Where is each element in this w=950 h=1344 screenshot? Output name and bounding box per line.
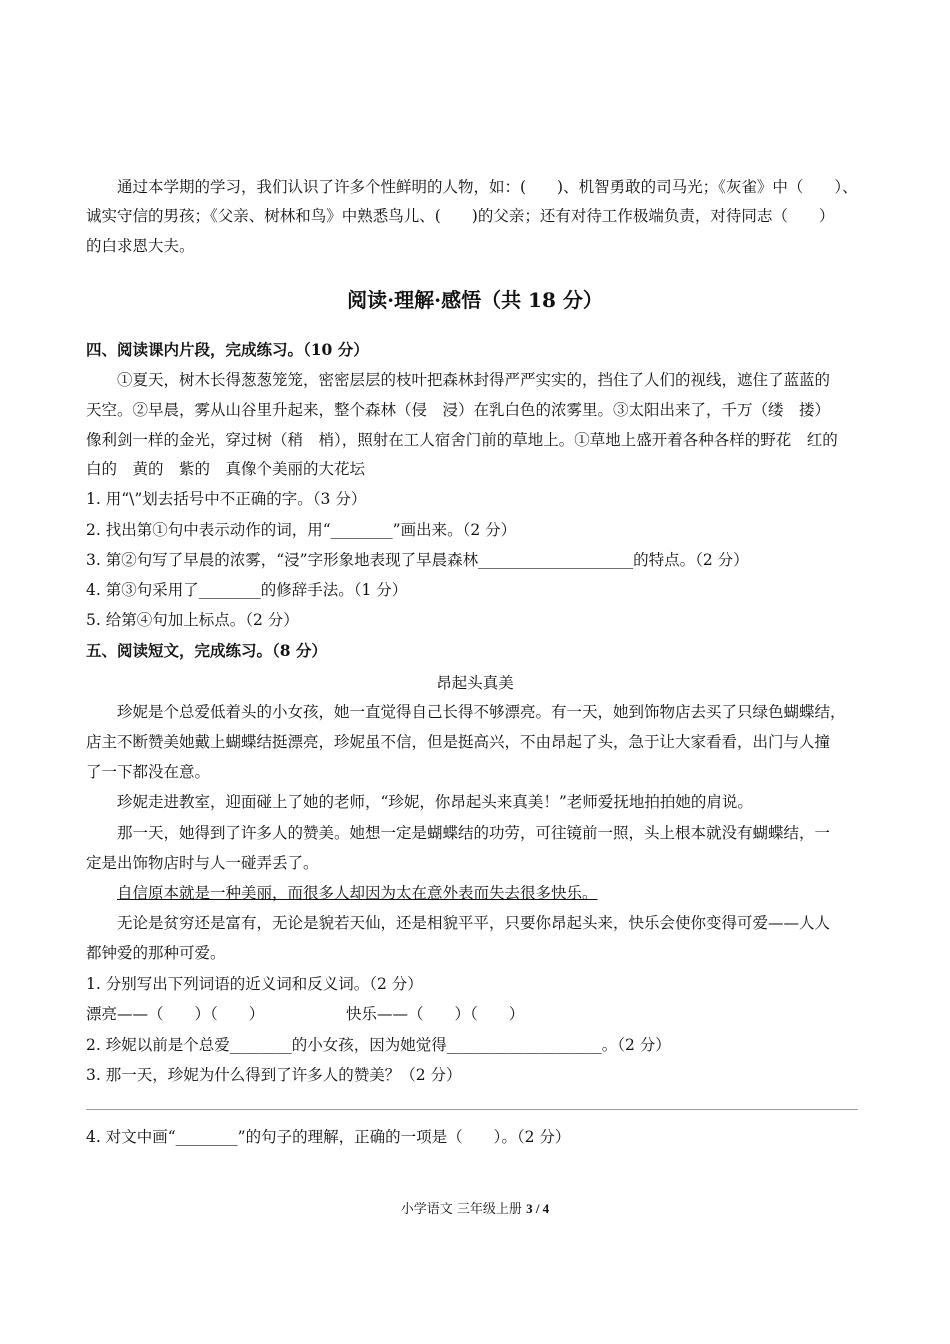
- intro-line-1: 通过本学期的学习，我们认识了许多个性鲜明的人物，如：( )、机智勇敢的司马光；《灰雀》中（ ）、: [117, 178, 858, 196]
- story-line-2: 店主不断赞美她戴上蝴蝶结挺漂亮，珍妮虽不信，但是挺高兴，不由昂起了头，急于让大家看看，出门与人撞: [86, 733, 831, 751]
- story-line-4: 珍妮走进教室，迎面碰上了她的老师，“珍妮，你昂起头来真美！”老师爱抚地拍拍她的肩说。: [117, 793, 753, 811]
- q5-item-1-words-right: 快乐——（ ）（ ）: [346, 1005, 525, 1023]
- intro-line-2: 诚实守信的男孩；《父亲、树林和鸟》中熟悉鸟儿、( )的父亲；还有对待工作极端负责，对待同志（ ）: [86, 207, 835, 225]
- q4-item-3: 3. 第②句写了早晨的浓雾，“浸”字形象地表现了早晨森林____________________的特点。（2 分）: [86, 551, 749, 569]
- q4-passage-line-3: 像利剑一样的金光，穿过树（稍 梢），照射在工人宿舍门前的草地上。①草地上盛开着各种各样的野花 红的: [86, 431, 838, 449]
- q5-item-4: 4. 对文中画“________”的句子的理解，正确的一项是（ ）。（2 分）: [86, 1128, 571, 1146]
- q5-item-2: 2. 珍妮以前是个总爱________的小女孩，因为她觉得____________________。（2 分）: [86, 1036, 671, 1054]
- section-title: 阅读·理解·感悟（共 18 分）: [347, 288, 603, 312]
- page-footer: [0, 1198, 950, 1217]
- story-line-9: 都钟爱的那种可爱。: [86, 944, 226, 962]
- answer-line: [86, 1109, 858, 1110]
- footer-label: 小学语文 三年级上册: [400, 1202, 527, 1217]
- q4-passage-line-1: ①夏天，树木长得葱葱笼笼，密密层层的枝叶把森林封得严严实实的，挡住了人们的视线，遮住了蓝蓝的: [117, 371, 831, 389]
- intro-line-3: 的白求恩大夫。: [86, 237, 195, 255]
- story-line-8: 无论是贫穷还是富有，无论是貌若天仙，还是相貌平平，只要你昂起头来，快乐会使你变得可爱——人人: [117, 914, 831, 932]
- q4-passage-line-2: 天空。②早晨，雾从山谷里升起来，整个森林（侵 浸）在乳白色的浓雾里。③太阳出来了，千万（缕 搂）: [86, 401, 831, 419]
- page-number: 3 / 4: [526, 1201, 550, 1216]
- q5-item-1: 1. 分别写出下列词语的近义词和反义词。（2 分）: [86, 975, 423, 993]
- q4-heading: 四、阅读课内片段，完成练习。（10 分）: [86, 340, 369, 359]
- story-title: 昂起头真美: [436, 674, 514, 692]
- story-line-3: 了一下都没在意。: [86, 763, 211, 781]
- q4-item-4: 4. 第③句采用了________的修辞手法。（1 分）: [86, 581, 408, 599]
- q4-item-1: 1. 用“\”划去括号中不正确的字。（3 分）: [86, 490, 367, 508]
- story-line-6: 定是出饰物店时与人一碰弄丢了。: [86, 854, 319, 872]
- q4-item-5: 5. 给第④句加上标点。（2 分）: [86, 611, 299, 629]
- q5-item-3: 3. 那一天，珍妮为什么得到了许多人的赞美？（2 分）: [86, 1066, 462, 1084]
- underlined-sentence: 自信原本就是一种美丽，而很多人却因为太在意外表而失去很多快乐。: [117, 884, 598, 902]
- q4-passage-line-4: 白的 黄的 紫的 真像个美丽的大花坛: [86, 460, 366, 478]
- q5-heading: 五、阅读短文，完成练习。（8 分）: [86, 641, 327, 660]
- story-line-5: 那一天，她得到了许多人的赞美。她想一定是蝴蝶结的功劳，可往镜前一照，头上根本就没有蝴蝶结，一: [117, 824, 831, 842]
- story-line-1: 珍妮是个总爱低着头的小女孩，她一直觉得自己长得不够漂亮。有一天，她到饰物店去买了只绿色蝴蝶结，: [117, 703, 846, 721]
- q5-item-1-words-left: 漂亮——（ ）（ ）: [86, 1005, 265, 1023]
- q4-item-2: 2. 找出第①句中表示动作的词，用“________”画出来。（2 分）: [86, 521, 517, 539]
